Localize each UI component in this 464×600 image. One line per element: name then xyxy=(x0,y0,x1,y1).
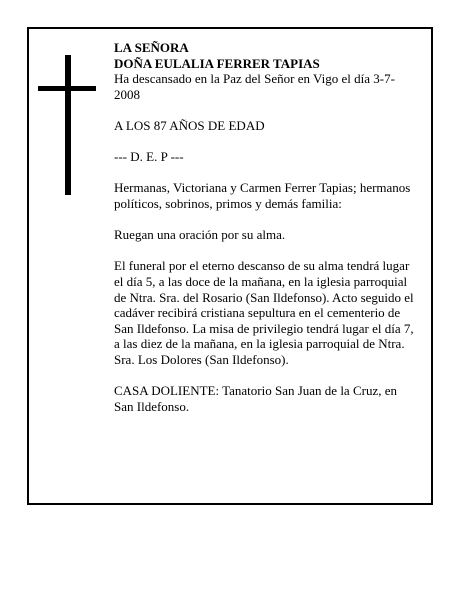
family-line: Hermanas, Victoriana y Carmen Ferrer Tapias; hermanos políticos, sobrinos, primos y demás familia: xyxy=(114,180,411,211)
rip-line: --- D. E. P --- xyxy=(114,149,184,165)
cross-icon xyxy=(65,55,71,195)
honorific: LA SEÑORA xyxy=(114,40,189,55)
house-of-mourning: CASA DOLIENTE: Tanatorio San Juan de la Cruz, en San Ildefonso. xyxy=(114,383,397,414)
age-line: A LOS 87 AÑOS DE EDAD xyxy=(114,117,265,133)
deceased-name: DOÑA EULALIA FERRER TAPIAS xyxy=(114,55,320,71)
cross-icon-bar xyxy=(38,86,96,91)
death-announcement: Ha descansado en la Paz del Señor en Vigo el día 3-7-2008 xyxy=(114,71,395,102)
obituary-text xyxy=(114,40,416,414)
prayer-line: Ruegan una oración por su alma. xyxy=(114,227,286,243)
funeral-details: El funeral por el eterno descanso de su alma tendrá lugar el día 5, a las doce de la mañana, en la iglesia parroquial de Ntra. Sra. del Rosario (San Ildefonso). Acto seguido el cadáver recibirá cristiana sepultura en el cementerio de San Ildefonso. La misa de privilegio tendrá lugar el día 7, a las diez de la mañana, en la iglesia parroquial de Ntra. Sra. Los Dolores (San Ildefonso). xyxy=(114,258,414,367)
